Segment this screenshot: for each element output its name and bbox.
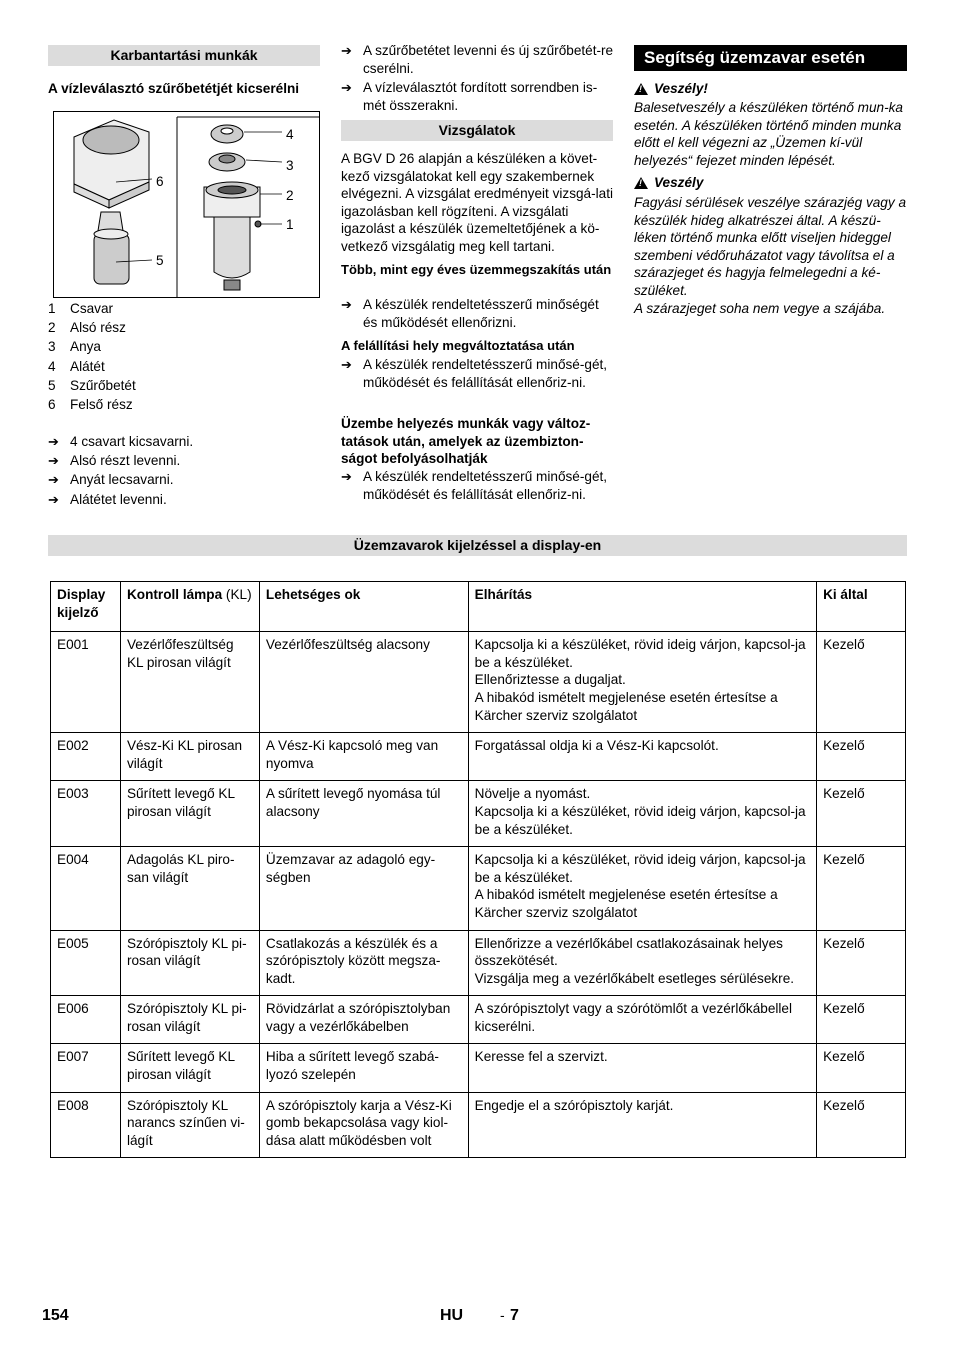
inspection-step-3: ➔ A készülék rendeltetésszerű minősé-gét, működését és felállítását ellenőriz-ni.: [341, 469, 608, 502]
water-separator-illustration: [54, 112, 319, 297]
control-lamp: Szórópisztoly KL narancs színűen vi-lágít: [120, 1092, 259, 1158]
control-lamp: Vezérlőfeszültség KL pirosan világít: [120, 632, 259, 733]
display-errors-section-title: Üzemzavarok kijelzéssel a display-en: [48, 535, 907, 556]
col-display: Display kijelző: [51, 582, 121, 632]
error-code: E005: [51, 930, 121, 996]
remedy-line: Növelje a nyomást.: [474, 786, 591, 802]
troubleshooting-title: Segítség üzemzavar esetén: [634, 45, 907, 71]
middle-top-steps: [341, 42, 616, 114]
legend-item: 5 Szűrőbetét: [48, 377, 136, 393]
remedy: [468, 847, 816, 930]
footer-separator: -: [500, 1307, 505, 1323]
table-row: [51, 930, 906, 996]
chapter-page: 7: [510, 1307, 519, 1324]
remedy-line: Ellenőriztesse a dugaljat.: [474, 672, 626, 688]
inspections-section-title: Vizsgálatok: [341, 120, 613, 141]
error-code: E004: [51, 847, 121, 930]
arrow-right-icon: ➔: [341, 357, 352, 372]
responsible: Kezelő: [817, 781, 906, 847]
responsible: Kezelő: [817, 930, 906, 996]
figure-legend: [48, 299, 318, 414]
inspection-heading-3: Üzembe helyezés munkák vagy változ-tatások után, amelyek az üzembizton-ságot befolyásolhatják: [341, 416, 591, 467]
possible-cause: Vezérlőfeszültség alacsony: [259, 632, 468, 733]
table-row: [51, 1044, 906, 1092]
remedy: [468, 996, 816, 1044]
figure-label-5: 5: [156, 253, 164, 268]
warning-triangle-icon: [634, 177, 648, 189]
remedy-line: A szórópisztolyt vagy a szórótömlőt a vezérlőkábellel kicserélni.: [474, 1001, 793, 1034]
figure-label-2: 2: [286, 188, 294, 203]
responsible: Kezelő: [817, 1092, 906, 1158]
page-number: 154: [42, 1307, 69, 1324]
col-lamp: Kontroll lámpa (KL): [120, 582, 259, 632]
language-code: HU: [440, 1307, 464, 1324]
error-table: [50, 581, 906, 1158]
remedy-line: Kapcsolja ki a készüléket, rövid ideig várjon, kapcsol-ja be a készüléket.: [474, 803, 806, 837]
step-item: ➔ A szűrőbetétet levenni és új szűrőbetét-re cserélni.: [341, 43, 614, 76]
table-row: [51, 847, 906, 930]
arrow-right-icon: ➔: [48, 472, 59, 488]
possible-cause: A Vész-Ki kapcsoló meg van nyomva: [259, 733, 468, 781]
maintenance-section-title: Karbantartási munkák: [48, 45, 320, 66]
inspection-heading-2: A felállítási hely megváltoztatása után: [341, 338, 575, 353]
remedy: [468, 781, 816, 847]
remedy: [468, 1092, 816, 1158]
arrow-right-icon: ➔: [341, 43, 352, 58]
legend-item: 3 Anya: [48, 339, 101, 355]
responsible: Kezelő: [817, 847, 906, 930]
step-item: ➔ Alátétet levenni.: [48, 490, 318, 509]
danger-heading-2: ! Veszély: [634, 174, 703, 192]
possible-cause: Csatlakozás a készülék és a szórópisztoly között megsza-kadt.: [259, 930, 468, 996]
legend-item: 2 Alsó rész: [48, 320, 126, 336]
figure-label-4: 4: [286, 127, 294, 142]
inspection-heading-1: Több, mint egy éves üzemmegszakítás után: [341, 262, 612, 277]
remedy: [468, 733, 816, 781]
filter-figure: [53, 111, 320, 298]
table-header-row: [51, 582, 906, 632]
danger-text-3: A szárazjeget soha nem vegye a szájába.: [634, 301, 886, 316]
responsible: Kezelő: [817, 733, 906, 781]
control-lamp: Sűrített levegő KL pirosan világít: [120, 1044, 259, 1092]
table-row: [51, 632, 906, 733]
control-lamp: Sűrített levegő KL pirosan világít: [120, 781, 259, 847]
responsible: Kezelő: [817, 632, 906, 733]
legend-item: 6 Felső rész: [48, 397, 133, 413]
inspection-step-1: ➔ A készülék rendeltetésszerű minőségét és működését ellenőrizni.: [341, 297, 599, 330]
error-code: E007: [51, 1044, 121, 1092]
possible-cause: A sűrített levegő nyomása túl alacsony: [259, 781, 468, 847]
remedy-line: Keresse fel a szervizt.: [474, 1049, 608, 1065]
warning-triangle-icon: [634, 83, 648, 95]
danger-text-1: Balesetveszély a készüléken történő mun-ka esetén. A készüléken történő minden munka előtt el kell végezni az „Üzemen kí-vül helyezés“ fejezet minden lépését.: [634, 100, 903, 168]
col-cause: Lehetséges ok: [259, 582, 468, 632]
possible-cause: Üzemzavar az adagoló egy-ségben: [259, 847, 468, 930]
step-item: ➔ Anyát lecsavarni.: [48, 470, 318, 489]
remedy-line: Ellenőrizze a vezérlőkábel csatlakozásainak helyes összekötését.: [474, 935, 783, 969]
error-code: E002: [51, 733, 121, 781]
table-row: [51, 733, 906, 781]
possible-cause: Rövidzárlat a szórópisztolyban vagy a vezérlőkábelben: [259, 996, 468, 1044]
remedy: [468, 1044, 816, 1092]
remedy: [468, 632, 816, 733]
arrow-right-icon: ➔: [341, 469, 352, 484]
arrow-right-icon: ➔: [341, 80, 352, 96]
control-lamp: Vész-Ki KL pirosan világít: [120, 733, 259, 781]
remedy-line: Vizsgálja meg a vezérlőkábelt esetleges sérülésekre.: [474, 970, 795, 986]
error-code: E003: [51, 781, 121, 847]
step-item: ➔ 4 csavart kicsavarni.: [48, 432, 318, 451]
remedy-line: A hibakód ismételt megjelenése esetén értesítse a Kärcher szerviz szolgálatot: [474, 689, 778, 723]
error-code: E006: [51, 996, 121, 1044]
table-row: [51, 781, 906, 847]
arrow-right-icon: ➔: [48, 434, 59, 449]
figure-label-3: 3: [286, 158, 294, 173]
figure-label-6: 6: [156, 174, 164, 189]
possible-cause: Hiba a sűrített levegő szabá-lyozó szelepén: [259, 1044, 468, 1092]
arrow-right-icon: ➔: [341, 297, 352, 312]
remedy: [468, 930, 816, 996]
control-lamp: Adagolás KL piro-san világít: [120, 847, 259, 930]
error-code: E001: [51, 632, 121, 733]
step-item: ➔ Alsó részt levenni.: [48, 451, 318, 470]
danger-heading-1: ! Veszély!: [634, 80, 708, 98]
left-steps: [48, 432, 318, 509]
inspection-step-2: ➔ A készülék rendeltetésszerű minősé-gét, működését és felállítását ellenőriz-ni.: [341, 357, 608, 390]
table-row: [51, 996, 906, 1044]
arrow-right-icon: ➔: [48, 453, 59, 469]
danger-text-2: Fagyási sérülések veszélye szárazjég vagy a készülék hideg alkatrészei által. A készü-léken történő munka előtt viseljen hideggel szembeni védőruházatot vagy távolítsa el a szárazjeget és hagyja felmelegedni a ké-szüléket.: [634, 195, 907, 298]
step-item: ➔ A vízleválasztót fordított sorrendben is-mét összerakni.: [341, 80, 598, 113]
remedy-line: Kapcsolja ki a készüléket, rövid ideig várjon, kapcsol-ja be a készüléket.: [474, 852, 806, 885]
inspections-intro: A BGV D 26 alapján a készüléken a követ-kező vizsgálatokat kell egy szakembernek elvégezni. A vizsgálat eredményeit vizsgá-lati igazolásban kell rögzíteni. A vizsgálati igazolást a készülék üzemeltetőjének a kö-vetkező vizsgálatig meg kell tartani.: [341, 151, 614, 254]
legend-item: 4 Alátét: [48, 358, 105, 374]
error-code: E008: [51, 1092, 121, 1158]
remedy-line: Kapcsolja ki a készüléket, rövid ideig várjon, kapcsol-ja be a készüléket.: [474, 637, 806, 670]
responsible: Kezelő: [817, 996, 906, 1044]
col-remedy: Elhárítás: [468, 582, 816, 632]
possible-cause: A szórópisztoly karja a Vész-Ki gomb bekapcsolása vagy kiol-dása alatt működésben volt: [259, 1092, 468, 1158]
filter-replace-subtitle: A vízleválasztó szűrőbetétjét kicserélni: [48, 81, 300, 96]
table-row: [51, 1092, 906, 1158]
responsible: Kezelő: [817, 1044, 906, 1092]
legend-item: 1 Csavar: [48, 301, 114, 316]
arrow-right-icon: ➔: [48, 491, 59, 507]
remedy-line: A hibakód ismételt megjelenése esetén értesítse a Kärcher szerviz szolgálatot: [474, 887, 778, 920]
remedy-line: Engedje el a szórópisztoly karját.: [474, 1097, 674, 1113]
remedy-line: Forgatással oldja ki a Vész-Ki kapcsolót.: [474, 738, 719, 754]
figure-label-1: 1: [286, 217, 294, 232]
control-lamp: Szórópisztoly KL pi-rosan világít: [120, 930, 259, 996]
error-table-wrapper: [50, 581, 906, 1158]
col-by: Ki által: [817, 582, 906, 632]
control-lamp: Szórópisztoly KL pi-rosan világít: [120, 996, 259, 1044]
